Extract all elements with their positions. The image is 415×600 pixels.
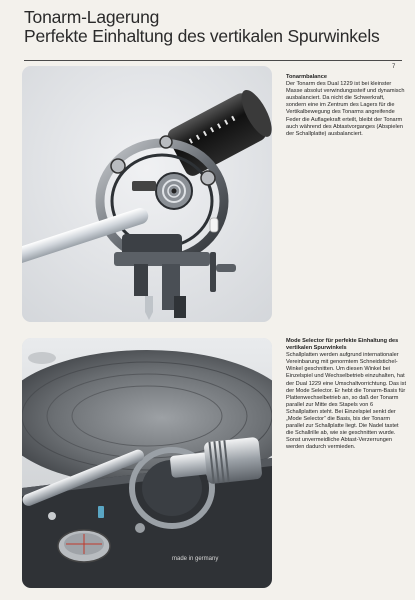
header-divider xyxy=(24,60,402,61)
mode-selector-section xyxy=(286,338,406,452)
section-heading: Mode Selector für perfekte Einhaltung des vertikalen Spurwinkels xyxy=(286,338,399,352)
page-title xyxy=(24,8,404,46)
tonearm-balance-section xyxy=(286,74,406,138)
tonearm-bearing-photo xyxy=(22,66,272,322)
section-body: Schallplatten werden aufgrund internationaler Vereinbarung mit genormtem Schneidstichel-Winkel geschnitten. Um diesen Winkel bei Einzelspiel und Wechselbetrieb einzuhalten, hat der Dual 1229 eine Umschaltvorrichtung. Das ist der Mode Selector. Er hebt die Tonarm-Basis für Plattenwechselbetrieb an, so daß der Tonarm parallel zur Mitte des Stapels von 6 Schallplatten steht. Bei Einzelspiel senkt der „Mode Selector“ die Basis, bis der Tonarm parallel zur Schallplatte liegt. Die Nadel tastet die Schallrille ab, wie sie geschnitten wurde. Sonst unvermeidliche Abtast-Verzerrungen werden dadurch vermieden. xyxy=(286,352,407,451)
section-heading: Tonarmbalance xyxy=(286,74,327,80)
page-number: 7 xyxy=(392,64,396,70)
made-in-germany-label: made in germany xyxy=(172,556,219,562)
title-line-2: Perfekte Einhaltung des vertikalen Spurwinkels xyxy=(24,26,380,46)
title-line-1: Tonarm-Lagerung xyxy=(24,7,160,27)
section-body: Der Tonarm des Dual 1229 ist bei kleinster Masse absolut verwindungssteif und dynamisch ausbalanciert. Da nicht die Schwerkraft, sondern eine im Zentrum des Lagers für die Vertikalbewegung des Tonarms angreifende Feder die Auflagekraft erteilt, bleibt der Tonarm auch während des Abtastvorganges (Abspielen der Schallplatte) ausbalanciert. xyxy=(286,81,405,137)
mode-selector-photo xyxy=(22,338,272,588)
